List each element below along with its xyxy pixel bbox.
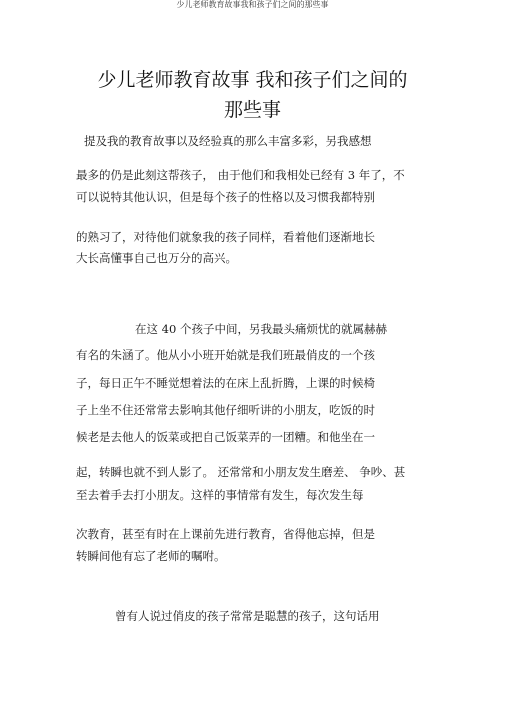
paragraph-line: 转瞬间他有忘了老师的嘱咐。 bbox=[76, 549, 226, 563]
paragraph-line: 子上坐不住还常常去影响其他仔细听讲的小朋友，吃饭的时 bbox=[76, 403, 375, 417]
paragraph-line: 曾有人说过俏皮的孩子常常是聪慧的孩子，这句话用 bbox=[115, 609, 380, 623]
paragraph-line: 最多的仍是此刻这帮孩子， 由于他们和我相处已经有 3 年了，不 bbox=[76, 168, 405, 182]
document-title-line-1: 少儿老师教育故事 我和孩子们之间的 bbox=[97, 69, 408, 91]
paragraph-line: 在这 40 个孩子中间，另我最头痛烦忧的就属赫赫 bbox=[135, 322, 387, 336]
paragraph-line: 至去着手去打小朋友。这样的事情常有发生，每次发生每 bbox=[76, 488, 364, 502]
paragraph-line: 起，转瞬也就不到人影了。 还常常和小朋友发生磨差、 争吵、甚 bbox=[76, 465, 406, 479]
document-title-line-2: 那些事 bbox=[223, 99, 281, 121]
paragraph-line: 提及我的教育故事以及经验真的那么丰富多彩，另我感想 bbox=[84, 134, 372, 148]
paragraph-line: 的熟习了，对待他们就象我的孩子同样，看着他们逐渐地长 bbox=[76, 230, 375, 244]
paragraph-line: 候老是去他人的饭菜或把自己饭菜弄的一团糟。和他坐在一 bbox=[76, 430, 375, 444]
paragraph-line: 可以说特其他认识，但是每个孩子的性格以及习惯我都特别 bbox=[76, 190, 375, 204]
paragraph-line: 大长高懂事自己也万分的高兴。 bbox=[76, 251, 237, 265]
paragraph-line: 子，每日正午不睡觉想着法的在床上乱折腾，上课的时候椅 bbox=[76, 376, 375, 390]
running-header: 少儿老师教育故事我和孩子们之间的那些事 bbox=[176, 0, 329, 9]
paragraph-line: 有名的朱涵了。他从小小班开始就是我们班最俏皮的一个孩 bbox=[76, 348, 375, 362]
paragraph-line: 次教育，甚至有时在上课前先进行教育，省得他忘掉，但是 bbox=[76, 527, 375, 541]
